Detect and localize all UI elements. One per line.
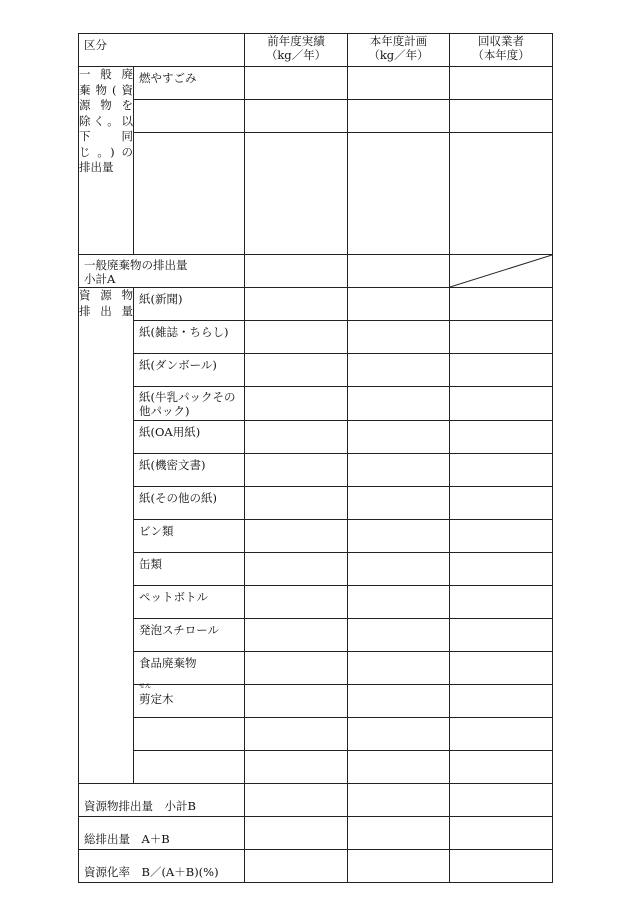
recycling-rate-label: 資源化率 B／(A＋B)(%)	[79, 850, 245, 883]
total-row	[79, 817, 553, 850]
this-year-cell[interactable]	[348, 255, 450, 288]
prev-year-cell[interactable]	[245, 850, 348, 883]
item-label: 紙(ダンボール)	[134, 354, 245, 387]
item-label: ビン類	[134, 520, 245, 553]
prev-year-cell[interactable]	[245, 751, 348, 784]
prev-year-cell[interactable]	[245, 487, 348, 520]
header-category: 区分	[79, 34, 245, 67]
item-label: 発泡スチロール	[134, 619, 245, 652]
this-year-cell[interactable]	[348, 619, 450, 652]
prev-year-cell[interactable]	[245, 133, 348, 255]
table-row	[79, 67, 553, 100]
table-row	[79, 454, 553, 487]
item-label: 食品廃棄物	[134, 652, 245, 685]
recycling-rate-row	[79, 850, 553, 883]
collector-cell[interactable]	[450, 133, 553, 255]
table-row	[79, 288, 553, 321]
this-year-cell[interactable]	[348, 520, 450, 553]
table-row	[79, 685, 553, 718]
collector-cell[interactable]	[450, 817, 553, 850]
this-year-cell[interactable]	[348, 421, 450, 454]
collector-cell[interactable]	[450, 321, 553, 354]
prev-year-cell[interactable]	[245, 520, 348, 553]
table-row	[79, 133, 553, 255]
table-row	[79, 354, 553, 387]
collector-cell[interactable]	[450, 652, 553, 685]
this-year-cell[interactable]	[348, 718, 450, 751]
collector-cell[interactable]	[450, 520, 553, 553]
prev-year-cell[interactable]	[245, 100, 348, 133]
collector-cell[interactable]	[450, 454, 553, 487]
header-row	[79, 34, 553, 67]
prev-year-cell[interactable]	[245, 354, 348, 387]
collector-cell[interactable]	[450, 619, 553, 652]
subtotal-a-row	[79, 255, 553, 288]
this-year-cell[interactable]	[348, 784, 450, 817]
item-label: 紙(その他の紙)	[134, 487, 245, 520]
prev-year-cell[interactable]	[245, 718, 348, 751]
collector-cell[interactable]	[450, 387, 553, 421]
this-year-cell[interactable]	[348, 487, 450, 520]
prev-year-cell[interactable]	[245, 255, 348, 288]
this-year-cell[interactable]	[348, 354, 450, 387]
this-year-cell[interactable]	[348, 850, 450, 883]
header-this-year: 本年度計画 （kg／年）	[348, 34, 450, 67]
prev-year-cell[interactable]	[245, 586, 348, 619]
this-year-cell[interactable]	[348, 133, 450, 255]
item-label	[134, 100, 245, 133]
collector-cell[interactable]	[450, 784, 553, 817]
collector-cell[interactable]	[450, 685, 553, 718]
prev-year-cell[interactable]	[245, 454, 348, 487]
item-label: 剪 せん 定木	[134, 685, 245, 718]
collector-cell[interactable]	[450, 487, 553, 520]
item-label: 紙(機密文書)	[134, 454, 245, 487]
prev-year-cell[interactable]	[245, 387, 348, 421]
collector-cell[interactable]	[450, 718, 553, 751]
this-year-cell[interactable]	[348, 751, 450, 784]
collector-cell[interactable]	[450, 67, 553, 100]
collector-cell[interactable]	[450, 421, 553, 454]
table-row	[79, 751, 553, 784]
item-label	[134, 718, 245, 751]
item-label: 紙(牛乳パックその他パック)	[134, 387, 245, 421]
collector-cell[interactable]	[450, 553, 553, 586]
this-year-cell[interactable]	[348, 387, 450, 421]
table-row	[79, 487, 553, 520]
header-collector: 回収業者 （本年度）	[450, 34, 553, 67]
prev-year-cell[interactable]	[245, 288, 348, 321]
waste-table	[78, 33, 553, 883]
prev-year-cell[interactable]	[245, 652, 348, 685]
subtotal-b-label: 資源物排出量 小計B	[79, 784, 245, 817]
item-label: 缶類	[134, 553, 245, 586]
this-year-cell[interactable]	[348, 67, 450, 100]
prev-year-cell[interactable]	[245, 421, 348, 454]
this-year-cell[interactable]	[348, 100, 450, 133]
prev-year-cell[interactable]	[245, 321, 348, 354]
table-row	[79, 586, 553, 619]
prev-year-cell[interactable]	[245, 685, 348, 718]
collector-cell[interactable]	[450, 586, 553, 619]
table-row	[79, 652, 553, 685]
collector-cell[interactable]	[450, 751, 553, 784]
resources-category: 資 源 物 排 出 量	[79, 288, 134, 784]
table-row	[79, 387, 553, 421]
prev-year-cell[interactable]	[245, 817, 348, 850]
prev-year-cell[interactable]	[245, 784, 348, 817]
this-year-cell[interactable]	[348, 553, 450, 586]
prev-year-cell[interactable]	[245, 67, 348, 100]
this-year-cell[interactable]	[348, 685, 450, 718]
table-row	[79, 421, 553, 454]
this-year-cell[interactable]	[348, 817, 450, 850]
pruned-ruby: 剪 せん	[139, 683, 152, 706]
item-label: 紙(新聞)	[134, 288, 245, 321]
item-label: ペットボトル	[134, 586, 245, 619]
this-year-cell[interactable]	[348, 586, 450, 619]
item-label	[134, 751, 245, 784]
item-label	[134, 133, 245, 255]
diagonal-slash	[450, 255, 553, 288]
general-waste-category: 一 般 廃 棄物(資 源 物 を 除く。以 下 同 じ。)の 排出量	[79, 67, 134, 255]
collector-cell[interactable]	[450, 288, 553, 321]
table-row	[79, 553, 553, 586]
table-row	[79, 520, 553, 553]
collector-cell[interactable]	[450, 850, 553, 883]
prev-year-cell[interactable]	[245, 619, 348, 652]
table-row	[79, 718, 553, 751]
item-label: 燃やすごみ	[134, 67, 245, 100]
this-year-cell[interactable]	[348, 454, 450, 487]
item-label: 紙(雑誌・ちらし)	[134, 321, 245, 354]
collector-cell[interactable]	[450, 354, 553, 387]
header-prev-year: 前年度実績 （kg／年）	[245, 34, 348, 67]
prev-year-cell[interactable]	[245, 553, 348, 586]
collector-cell[interactable]	[450, 100, 553, 133]
item-label: 紙(OA用紙)	[134, 421, 245, 454]
table-row	[79, 321, 553, 354]
subtotal-a-label: 一般廃棄物の排出量 小計A	[79, 255, 245, 288]
table-row	[79, 100, 553, 133]
total-label: 総排出量 A＋B	[79, 817, 245, 850]
this-year-cell[interactable]	[348, 652, 450, 685]
table-row	[79, 619, 553, 652]
this-year-cell[interactable]	[348, 288, 450, 321]
subtotal-b-row	[79, 784, 553, 817]
this-year-cell[interactable]	[348, 321, 450, 354]
